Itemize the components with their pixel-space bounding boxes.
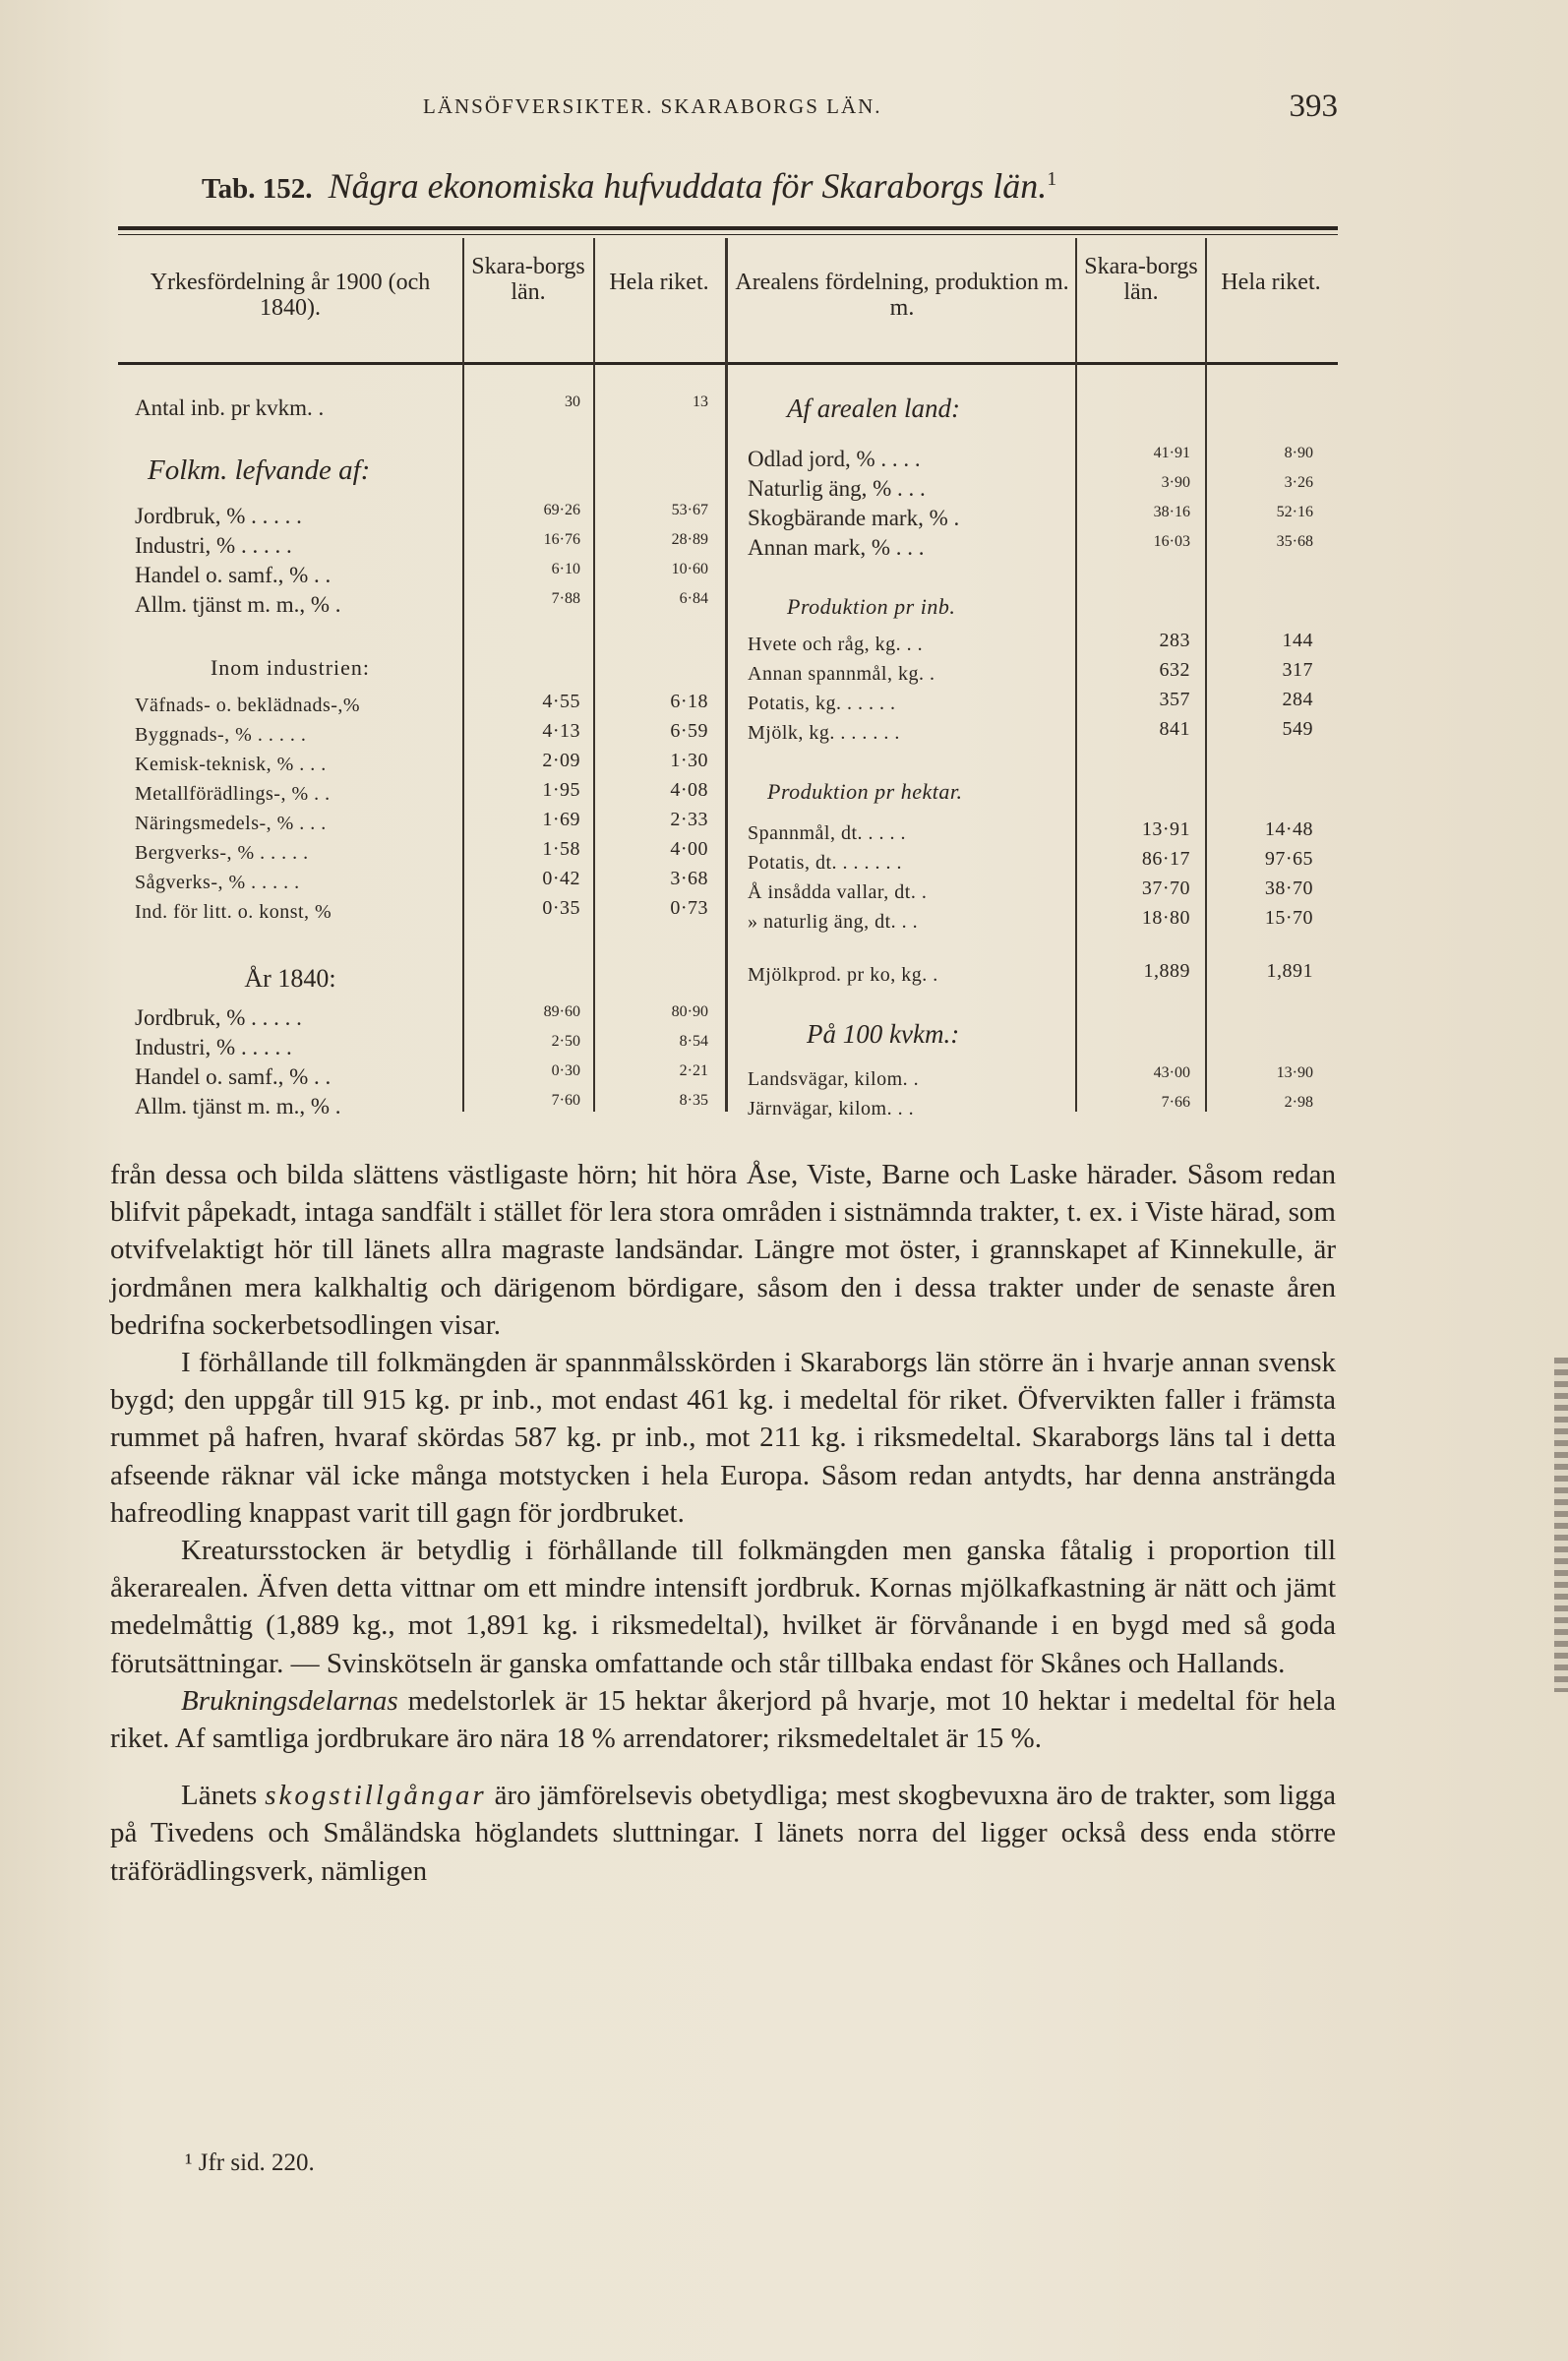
row-label: Allm. tjänst m. m., % . xyxy=(135,592,341,617)
row-label: Mjölkprod. pr ko, kg. . xyxy=(748,964,938,986)
cell-value: 38·16 xyxy=(1153,504,1190,520)
section-heading: På 100 kvkm.: xyxy=(807,1019,960,1049)
table-top-rule-thin xyxy=(118,234,1338,235)
row-label: Metallförädlings-, % . . xyxy=(135,783,331,805)
cell-value: 37·70 xyxy=(1141,878,1190,899)
row-label: Odlad jord, % . . . . xyxy=(748,447,921,471)
cell-value: 1·95 xyxy=(542,779,580,801)
economic-data-table xyxy=(118,226,1338,1131)
section-heading: År 1840: xyxy=(244,964,336,993)
row-label: » naturlig äng, dt. . . xyxy=(748,911,919,933)
col-separator xyxy=(462,238,464,1112)
cell-value: 86·17 xyxy=(1141,848,1190,870)
col-header-skaraborg-left: Skara-borgs län. xyxy=(471,254,585,305)
row-label: Bergverks-, % . . . . . xyxy=(135,842,309,864)
cell-value: 2·98 xyxy=(1284,1094,1313,1111)
cell-value: 1,891 xyxy=(1266,960,1313,982)
section-heading: Inom industrien: xyxy=(210,655,371,680)
cell-value: 6·84 xyxy=(679,590,708,607)
row-label: Skogbärande mark, % . xyxy=(748,506,960,530)
cell-value: 1·58 xyxy=(542,838,580,860)
paragraph: I förhållande till folkmängden är spannmålsskörden i Skaraborgs län större än i hvarje annan svensk bygd; den uppgår till 915 kg. pr inb., mot endast 461 kg. i medeltal för riket. Öfvervikten faller i främsta rummet på hafren, hvaraf skördas 587 kg. pr inb., mot 211 kg. i riksmedeltal. Skaraborgs läns tal i detta afseende räknar väl icke många motstycken i hela Europa. Såsom redan antydts, har denna ansträngda hafreodling knappast varit till gagn för jordbruket. xyxy=(110,1347,1336,1529)
cell-value: 3·26 xyxy=(1284,474,1313,491)
table-top-rule xyxy=(118,226,1338,230)
cell-value: 38·70 xyxy=(1264,878,1313,899)
section-heading: Produktion pr inb. xyxy=(787,594,956,619)
cell-value: 841 xyxy=(1159,718,1190,740)
row-label: Jordbruk, % . . . . . xyxy=(135,504,302,528)
row-label: Handel o. samf., % . . xyxy=(135,1064,332,1089)
cell-value: 41·91 xyxy=(1153,445,1190,461)
cell-value: 4·55 xyxy=(542,691,580,712)
cell-value: 13 xyxy=(693,394,708,410)
cell-value: 89·60 xyxy=(543,1003,580,1020)
running-head: LÄNSÖFVERSIKTER. SKARABORGS LÄN. xyxy=(423,94,882,118)
cell-value: 2·21 xyxy=(679,1062,708,1079)
paragraph-text: Länets xyxy=(181,1780,266,1812)
row-label: Annan mark, % . . . xyxy=(748,535,925,560)
cell-value: 43·00 xyxy=(1153,1064,1190,1081)
cell-value: 6·59 xyxy=(670,720,708,742)
cell-value: 13·91 xyxy=(1141,818,1190,840)
cell-value: 6·18 xyxy=(670,691,708,712)
row-label: Byggnads-, % . . . . . xyxy=(135,724,307,746)
row-label: Ind. för litt. o. konst, % xyxy=(135,901,332,923)
page-header xyxy=(118,89,1338,134)
paragraph-text: äro jämförelsevis obetydliga; mest skogbevuxna äro de trakter, som ligga på Tivedens och Småländska höglandets sluttningar. I länets norra del ligger också dess enda större träförädlingsverk, nämligen xyxy=(110,1780,1336,1887)
cell-value: 16·03 xyxy=(1153,533,1190,550)
cell-value: 357 xyxy=(1159,689,1190,710)
cell-value: 30 xyxy=(565,394,580,410)
col-header-skaraborg-right: Skara-borgs län. xyxy=(1084,254,1198,305)
cell-value: 35·68 xyxy=(1276,533,1313,550)
section-heading: Produktion pr hektar. xyxy=(767,779,963,804)
cell-value: 16·76 xyxy=(543,531,580,548)
cell-value: 15·70 xyxy=(1264,907,1313,929)
cell-value: 7·66 xyxy=(1161,1094,1190,1111)
scan-edge-mark xyxy=(1554,1358,1568,1692)
col-separator xyxy=(1205,238,1207,1112)
row-label: Järnvägar, kilom. . . xyxy=(748,1098,915,1120)
cell-value: 317 xyxy=(1282,659,1313,681)
cell-value: 7·88 xyxy=(551,590,580,607)
row-label: Industri, % . . . . . xyxy=(135,1035,292,1059)
paragraph xyxy=(110,1682,1336,1757)
cell-value: 2·09 xyxy=(542,750,580,771)
paragraph: Kreatursstocken är betydlig i förhållande till folkmängden men ganska fåtalig i proportion till åkerarealen. Äfven detta vittnar om ett mindre intensift jordbruk. Kornas mjölkafkastning är nätt och jämt medelmåttig (1,889 kg., mot 1,891 kg. i riksmedeltal), hvilket är förvånande i en bygd med så goda förutsättningar. — Svinskötseln är ganska omfattande och står tillbaka endast för Skånes och Hallands. xyxy=(110,1535,1336,1679)
cell-value: 28·89 xyxy=(671,531,708,548)
cell-value: 3·68 xyxy=(670,868,708,889)
cell-value: 1,889 xyxy=(1143,960,1190,982)
cell-value: 8·35 xyxy=(679,1092,708,1109)
row-label: Landsvägar, kilom. . xyxy=(748,1068,920,1090)
cell-value: 8·54 xyxy=(679,1033,708,1050)
paragraph xyxy=(110,1777,1336,1890)
cell-value: 18·80 xyxy=(1141,907,1190,929)
body-text xyxy=(110,1156,1336,1890)
emphasis: skogstillgångar xyxy=(265,1780,487,1812)
cell-value: 0·30 xyxy=(551,1062,580,1079)
row-label: Potatis, kg. . . . . . xyxy=(748,693,896,714)
col-header-riket-right: Hela riket. xyxy=(1221,270,1321,295)
row-label: Hvete och råg, kg. . . xyxy=(748,634,924,655)
cell-value: 8·90 xyxy=(1284,445,1313,461)
cell-value: 97·65 xyxy=(1264,848,1313,870)
cell-value: 0·73 xyxy=(670,897,708,919)
cell-value: 4·13 xyxy=(542,720,580,742)
col-header-riket-left: Hela riket. xyxy=(609,270,709,295)
row-label: Allm. tjänst m. m., % . xyxy=(135,1094,341,1119)
section-heading: Af arealen land: xyxy=(787,394,960,423)
cell-value: 0·42 xyxy=(542,868,580,889)
cell-value: 4·08 xyxy=(670,779,708,801)
section-heading: Folkm. lefvande af: xyxy=(148,454,371,486)
paragraph: från dessa och bilda slättens västligaste hörn; hit höra Åse, Viste, Barne och Laske härader. Såsom redan blifvit påpekadt, intaga sandfält i stället för lera stora områden i sistnämnda trakter, t. ex. i Viste härad, som otvifvelaktigt hör till länets allra magraste landsändar. Längre mot öster, i grannskapet af Kinnekulle, är jordmånen mera kalkhaltig och därigenom bördigare, såsom den i dessa trakter under de senaste åren bedrifna sockerbetsodlingen visar. xyxy=(110,1159,1336,1341)
cell-value: 2·33 xyxy=(670,809,708,830)
cell-value: 0·35 xyxy=(542,897,580,919)
cell-value: 13·90 xyxy=(1276,1064,1313,1081)
cell-value: 3·90 xyxy=(1161,474,1190,491)
row-label: Sågverks-, % . . . . . xyxy=(135,872,300,893)
table-title-text: Några ekonomiska hufvuddata för Skaraborgs län. xyxy=(328,166,1048,206)
cell-value: 4·00 xyxy=(670,838,708,860)
cell-value: 144 xyxy=(1282,630,1313,651)
cell-value: 6·10 xyxy=(551,561,580,577)
footnote-ref: 1 xyxy=(1047,168,1057,190)
cell-value: 69·26 xyxy=(543,502,580,518)
row-label: Potatis, dt. . . . . . . xyxy=(748,852,903,874)
cell-value: 1·30 xyxy=(670,750,708,771)
cell-value: 283 xyxy=(1159,630,1190,651)
footnote: ¹ Jfr sid. 220. xyxy=(185,2149,315,2176)
table-number: Tab. 152. xyxy=(202,173,313,205)
row-label: Handel o. samf., % . . xyxy=(135,563,332,587)
cell-value: 2·50 xyxy=(551,1033,580,1050)
cell-value: 284 xyxy=(1282,689,1313,710)
emphasis: Brukningsdelarnas xyxy=(181,1684,398,1717)
paragraph-text: medelstorlek är 15 hektar åkerjord på hvarje, mot 10 hektar i medeltal för hela riket. Af samtliga jordbrukare äro nära 18 % arrendatorer; riksmedeltalet är 15 %. xyxy=(110,1684,1336,1755)
cell-value: 52·16 xyxy=(1276,504,1313,520)
col-separator xyxy=(1075,238,1077,1112)
cell-value: 80·90 xyxy=(671,1003,708,1020)
row-label: Å insådda vallar, dt. . xyxy=(748,881,928,903)
col-header-area: Arealens fördelning, produktion m. m. xyxy=(735,270,1069,321)
cell-value: 10·60 xyxy=(671,561,708,577)
row-label: Jordbruk, % . . . . . xyxy=(135,1005,302,1030)
col-header-occupation: Yrkesfördelning år 1900 (och 1840). xyxy=(150,270,431,321)
row-label: Annan spannmål, kg. . xyxy=(748,663,935,685)
row-label: Väfnads- o. beklädnads-,% xyxy=(135,695,361,716)
cell-value: 1·69 xyxy=(542,809,580,830)
row-label: Mjölk, kg. . . . . . . xyxy=(748,722,900,744)
cell-value: 7·60 xyxy=(551,1092,580,1109)
page-number: 393 xyxy=(1289,89,1338,124)
row-label: Spannmål, dt. . . . . xyxy=(748,822,907,844)
row-label: Kemisk-teknisk, % . . . xyxy=(135,754,327,775)
row-label: Industri, % . . . . . xyxy=(135,533,292,558)
table-title xyxy=(202,165,1056,207)
col-separator xyxy=(725,238,728,1112)
cell-value: 14·48 xyxy=(1264,818,1313,840)
table-header-rule xyxy=(118,362,1338,365)
row-label: Näringsmedels-, % . . . xyxy=(135,813,327,834)
cell-value: 549 xyxy=(1282,718,1313,740)
row-label: Naturlig äng, % . . . xyxy=(748,476,926,501)
cell-value: 632 xyxy=(1159,659,1190,681)
col-separator xyxy=(593,238,595,1112)
row-label: Antal inb. pr kvkm. . xyxy=(135,395,325,420)
cell-value: 53·67 xyxy=(671,502,708,518)
